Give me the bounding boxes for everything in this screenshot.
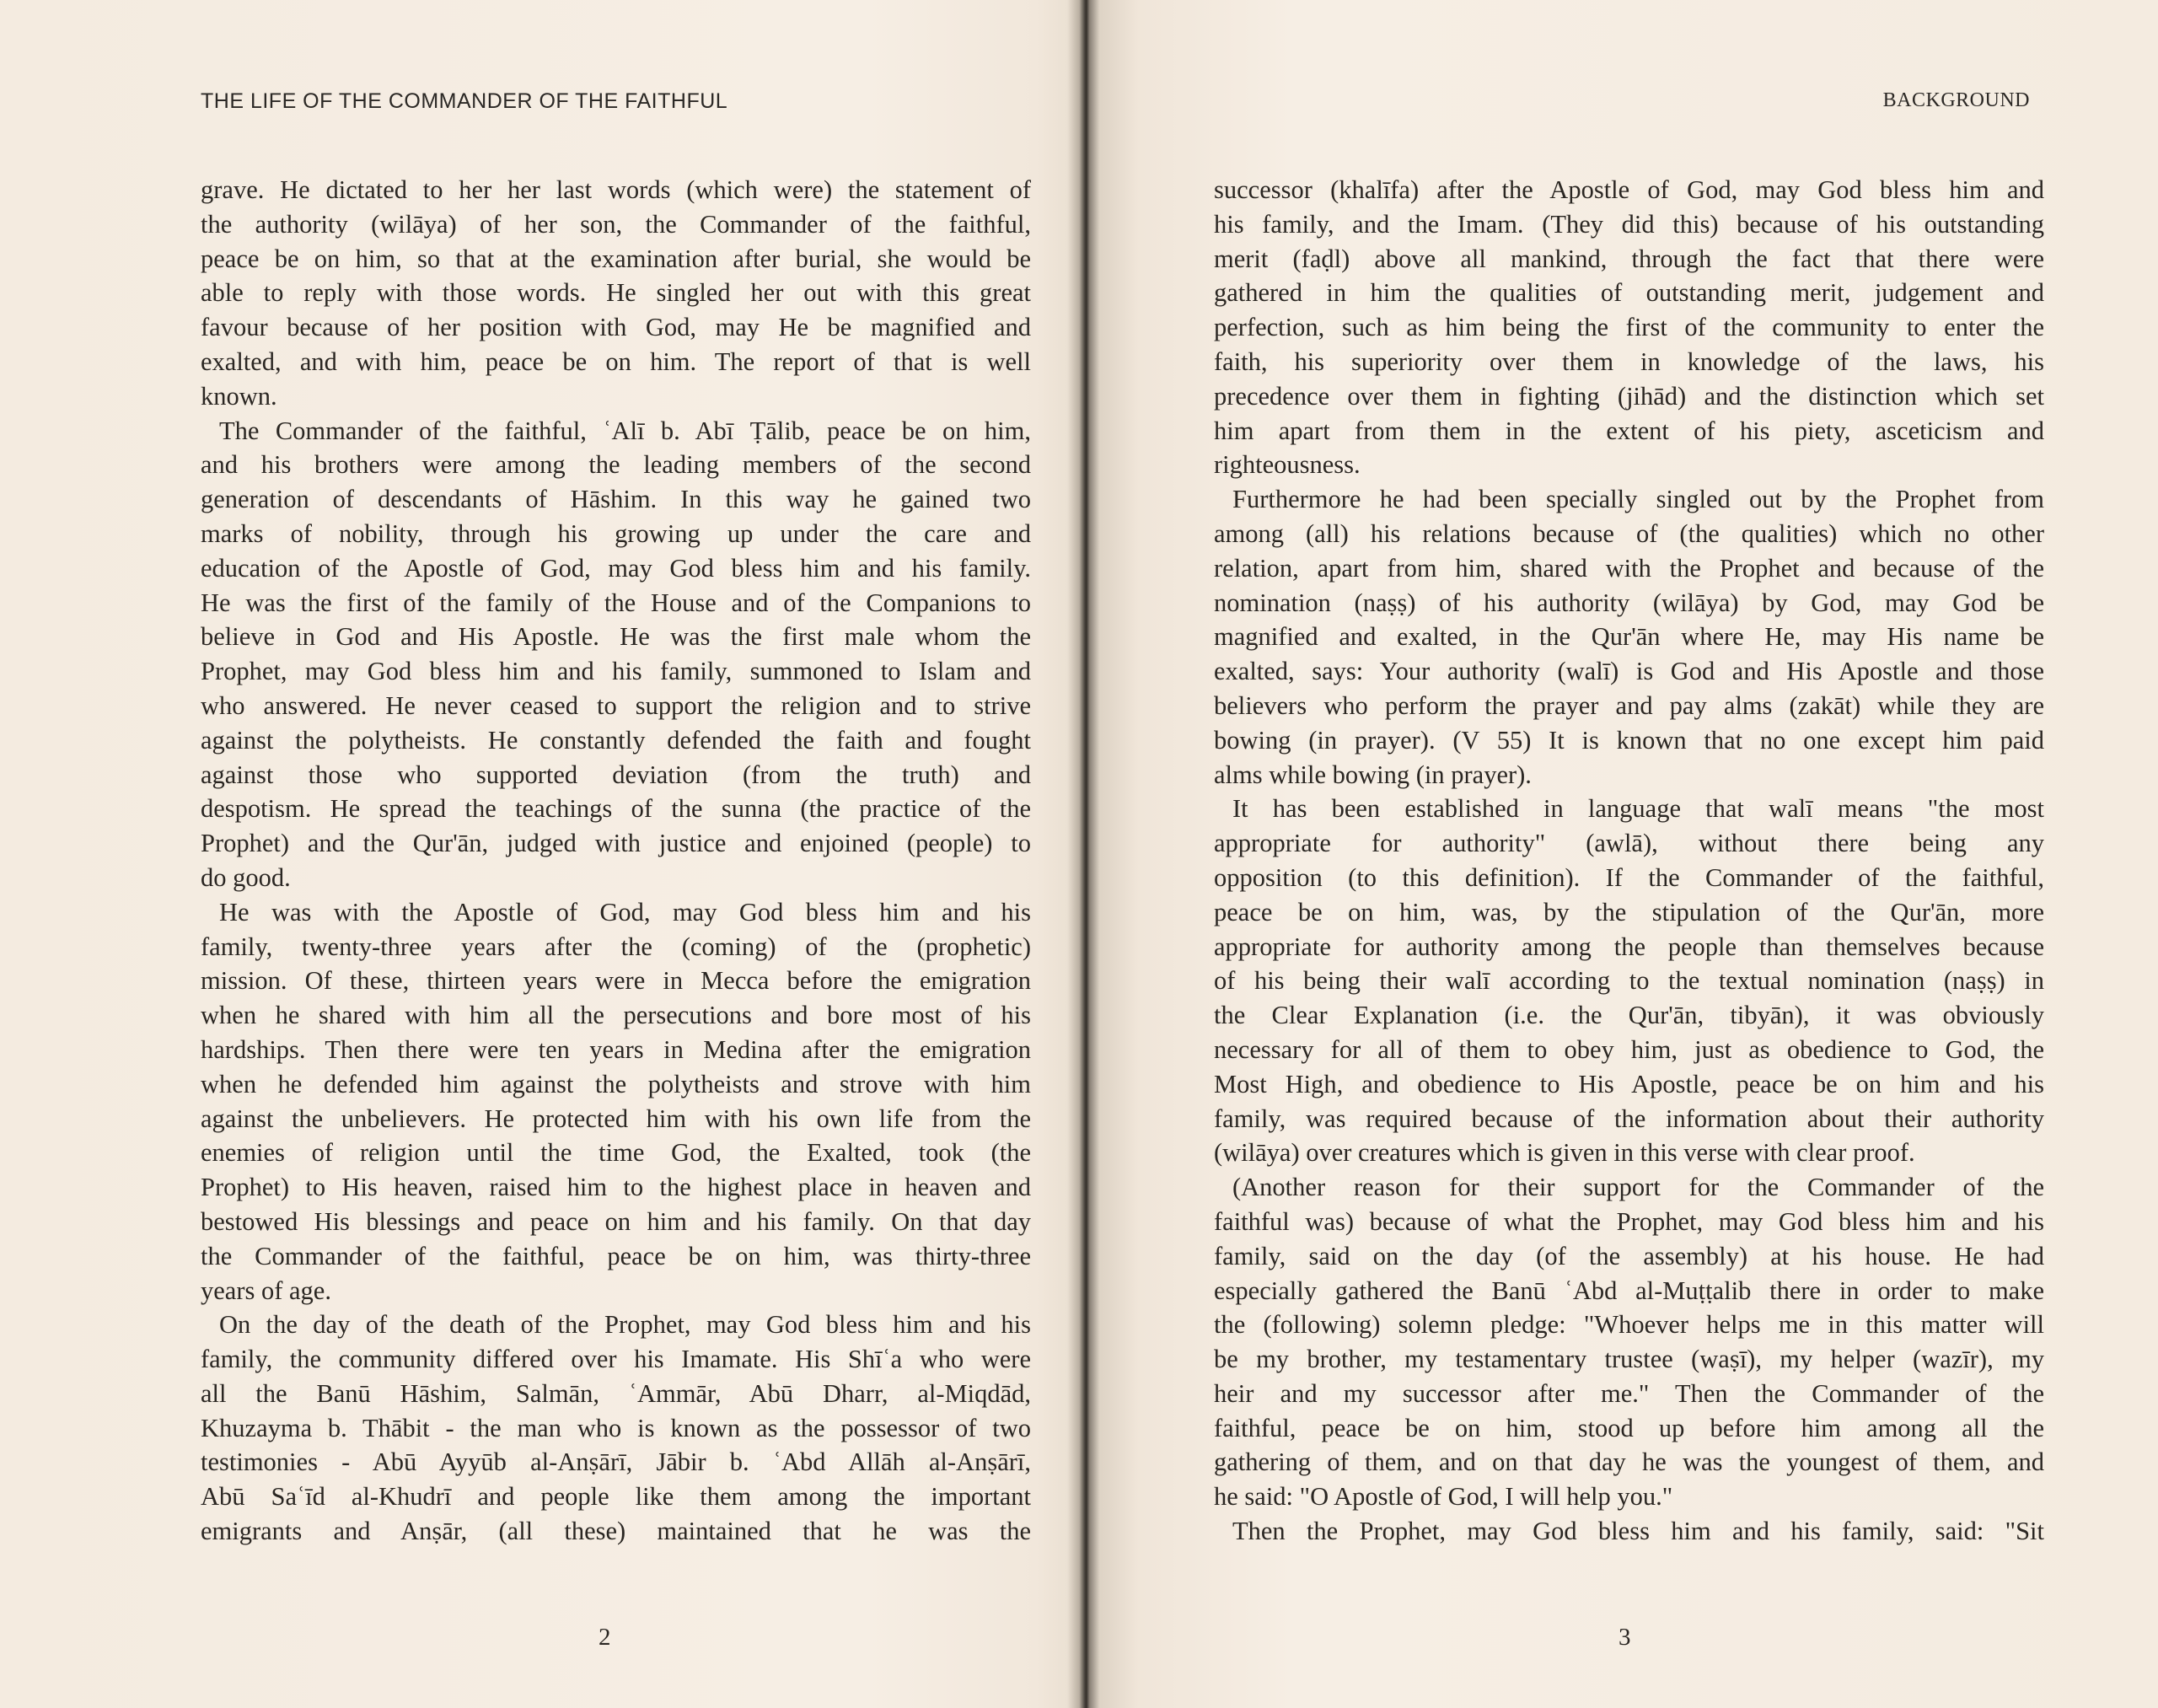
text-line: testimonies - Abū Ayyūb al-Anṣārī, Jābir b. ʿAbd Allāh al-Anṣārī, (201, 1448, 1031, 1477)
text-line: family, the community differed over his Imamate. His Shīʿa who were (201, 1345, 1031, 1374)
text-line: Furthermore he had been specially singled out by the Prophet from (1232, 485, 2044, 514)
text-line: the Clear Explanation (i.e. the Qur'ān, tibyān), it was obviously (1214, 1001, 2044, 1030)
right-page-number: 3 (1618, 1624, 1631, 1651)
left-page-number: 2 (599, 1624, 611, 1651)
text-line: hardships. Then there were ten years in Medina after the emigration (201, 1034, 1031, 1064)
text-line: righteousness. (1214, 450, 1361, 480)
text-line: peace be on him, was, by the stipulation of the Qur'ān, more (1214, 897, 2044, 927)
text-line: relation, apart from him, shared with the Prophet and because of the (1214, 553, 2044, 583)
text-line: merit (faḍl) above all mankind, through the fact that there were (1214, 244, 2044, 273)
text-line: perfection, such as him being the first of the community to enter the (1214, 313, 2044, 342)
right-running-head: BACKGROUND (1882, 89, 2030, 111)
text-line: against those who supported deviation (from the truth) and (201, 760, 1031, 789)
text-line: believers who perform the prayer and pay alms (zakāt) while they are (1214, 690, 2044, 720)
text-line: Abū Saʿīd al-Khudrī and people like them among the important (201, 1482, 1031, 1512)
text-line: believe in God and His Apostle. He was the first male whom the (201, 622, 1031, 652)
text-line: especially gathered the Banū ʿAbd al-Muṭṭalib there in order to make (1214, 1276, 2044, 1305)
text-line: bowing (in prayer). (V 55) It is known that no one except him paid (1214, 725, 2044, 755)
text-line: faithful, peace be on him, stood up before him among all the (1214, 1413, 2044, 1442)
text-line: all the Banū Hāshim, Salmān, ʿAmmār, Abū Dharr, al-Miqdād, (201, 1378, 1031, 1408)
text-line: faithful was) because of what the Prophet, may God bless him and his (1214, 1206, 2044, 1236)
text-line: family, said on the day (of the assembly) at his house. He had (1214, 1241, 2044, 1270)
text-line: Khuzayma b. Thābit - the man who is known as the possessor of two (201, 1413, 1031, 1442)
text-line: years of age. (201, 1276, 331, 1305)
text-line: gathering of them, and on that day he was the youngest of them, and (1214, 1448, 2044, 1477)
text-line: necessary for all of them to obey him, just as obedience to God, the (1214, 1034, 2044, 1064)
text-line: On the day of the death of the Prophet, may God bless him and his (219, 1310, 1031, 1340)
text-line: his family, and the Imam. (They did this) because of his outstanding (1214, 209, 2044, 239)
text-line: the authority (wilāya) of her son, the Commander of the faithful, (201, 209, 1031, 239)
text-line: Most High, and obedience to His Apostle, peace be on him and his (1214, 1069, 2044, 1098)
text-line: Prophet, may God bless him and his family, summoned to Islam and (201, 657, 1031, 686)
text-line: able to reply with those words. He singled her out with this great (201, 278, 1031, 308)
text-line: alms while bowing (in prayer). (1214, 760, 1532, 789)
text-line: He was the first of the family of the House and of the Companions to (201, 588, 1031, 617)
text-line: marks of nobility, through his growing up under the care and (201, 518, 1031, 548)
text-line: opposition (to this definition). If the Commander of the faithful, (1214, 862, 2044, 892)
left-running-head: THE LIFE OF THE COMMANDER OF THE FAITHFUL (201, 89, 728, 113)
text-line: peace be on him, so that at the examination after burial, she would be (201, 244, 1031, 273)
text-line: him apart from them in the extent of his piety, asceticism and (1214, 416, 2044, 445)
text-line: among (all) his relations because of (the qualities) which no other (1214, 518, 2044, 548)
text-line: the Commander of the faithful, peace be on him, was thirty-three (201, 1241, 1031, 1270)
text-line: who answered. He never ceased to support the religion and to strive (201, 690, 1031, 720)
text-line: gathered in him the qualities of outstanding merit, judgement and (1214, 278, 2044, 308)
text-line: known. (201, 381, 277, 411)
text-line: family, twenty-three years after the (coming) of the (prophetic) (201, 932, 1031, 961)
text-line: despotism. He spread the teachings of the sunna (the practice of the (201, 794, 1031, 824)
text-line: be my brother, my testamentary trustee (waṣī), my helper (wazīr), my (1214, 1345, 2044, 1374)
text-line: heir and my successor after me." Then the Commander of the (1214, 1378, 2044, 1408)
text-line: appropriate for authority among the people than themselves because (1214, 932, 2044, 961)
text-line: favour because of her position with God, may He be magnified and (201, 313, 1031, 342)
text-line: when he shared with him all the persecutions and bore most of his (201, 1001, 1031, 1030)
text-line: generation of descendants of Hāshim. In this way he gained two (201, 485, 1031, 514)
text-line: against the unbelievers. He protected him with his own life from the (201, 1104, 1031, 1133)
text-line: when he defended him against the polytheists and strove with him (201, 1069, 1031, 1098)
text-line: appropriate for authority" (awlā), without there being any (1214, 829, 2044, 858)
text-line: (wilāya) over creatures which is given in this verse with clear proof. (1214, 1138, 1915, 1168)
left-text-block (201, 173, 1031, 1549)
text-line: magnified and exalted, in the Qur'ān where He, may His name be (1214, 622, 2044, 652)
text-line: nomination (naṣṣ) of his authority (wilāya) by God, may God be (1214, 588, 2044, 617)
text-line: (Another reason for their support for the Commander of the (1232, 1173, 2044, 1202)
text-line: The Commander of the faithful, ʿAlī b. Abī Ṭālib, peace be on him, (219, 416, 1031, 445)
text-line: Prophet) and the Qur'ān, judged with justice and enjoined (people) to (201, 829, 1031, 858)
text-line: grave. He dictated to her her last words (which were) the statement of (201, 175, 1031, 204)
text-line: successor (khalīfa) after the Apostle of God, may God bless him and (1214, 175, 2044, 204)
text-line: enemies of religion until the time God, the Exalted, took (the (201, 1138, 1031, 1168)
text-line: the (following) solemn pledge: "Whoever helps me in this matter will (1214, 1310, 2044, 1340)
text-line: faith, his superiority over them in knowledge of the laws, his (1214, 346, 2044, 376)
right-text-block (1214, 173, 2044, 1549)
text-line: and his brothers were among the leading members of the second (201, 450, 1031, 480)
text-line: exalted, and with him, peace be on him. The report of that is well (201, 346, 1031, 376)
text-line: Then the Prophet, may God bless him and his family, said: "Sit (1232, 1517, 2044, 1546)
right-page (1121, 0, 2158, 1708)
text-line: mission. Of these, thirteen years were in Mecca before the emigration (201, 966, 1031, 996)
text-line: education of the Apostle of God, may God bless him and his family. (201, 553, 1031, 583)
text-line: bestowed His blessings and peace on him and his family. On that day (201, 1206, 1031, 1236)
text-line: It has been established in language that walī means "the most (1232, 794, 2044, 824)
text-line: exalted, says: Your authority (walī) is God and His Apostle and those (1214, 657, 2044, 686)
text-line: emigrants and Anṣār, (all these) maintained that he was the (201, 1517, 1031, 1546)
text-line: against the polytheists. He constantly defended the faith and fought (201, 725, 1031, 755)
text-line: he said: "O Apostle of God, I will help you." (1214, 1482, 1673, 1512)
text-line: He was with the Apostle of God, may God bless him and his (219, 897, 1031, 927)
text-line: do good. (201, 862, 291, 892)
text-line: precedence over them in fighting (jihād) and the distinction which set (1214, 381, 2044, 411)
text-line: family, was required because of the information about their authority (1214, 1104, 2044, 1133)
text-line: Prophet) to His heaven, raised him to the highest place in heaven and (201, 1173, 1031, 1202)
text-line: of his being their walī according to the textual nomination (naṣṣ) in (1214, 966, 2044, 996)
